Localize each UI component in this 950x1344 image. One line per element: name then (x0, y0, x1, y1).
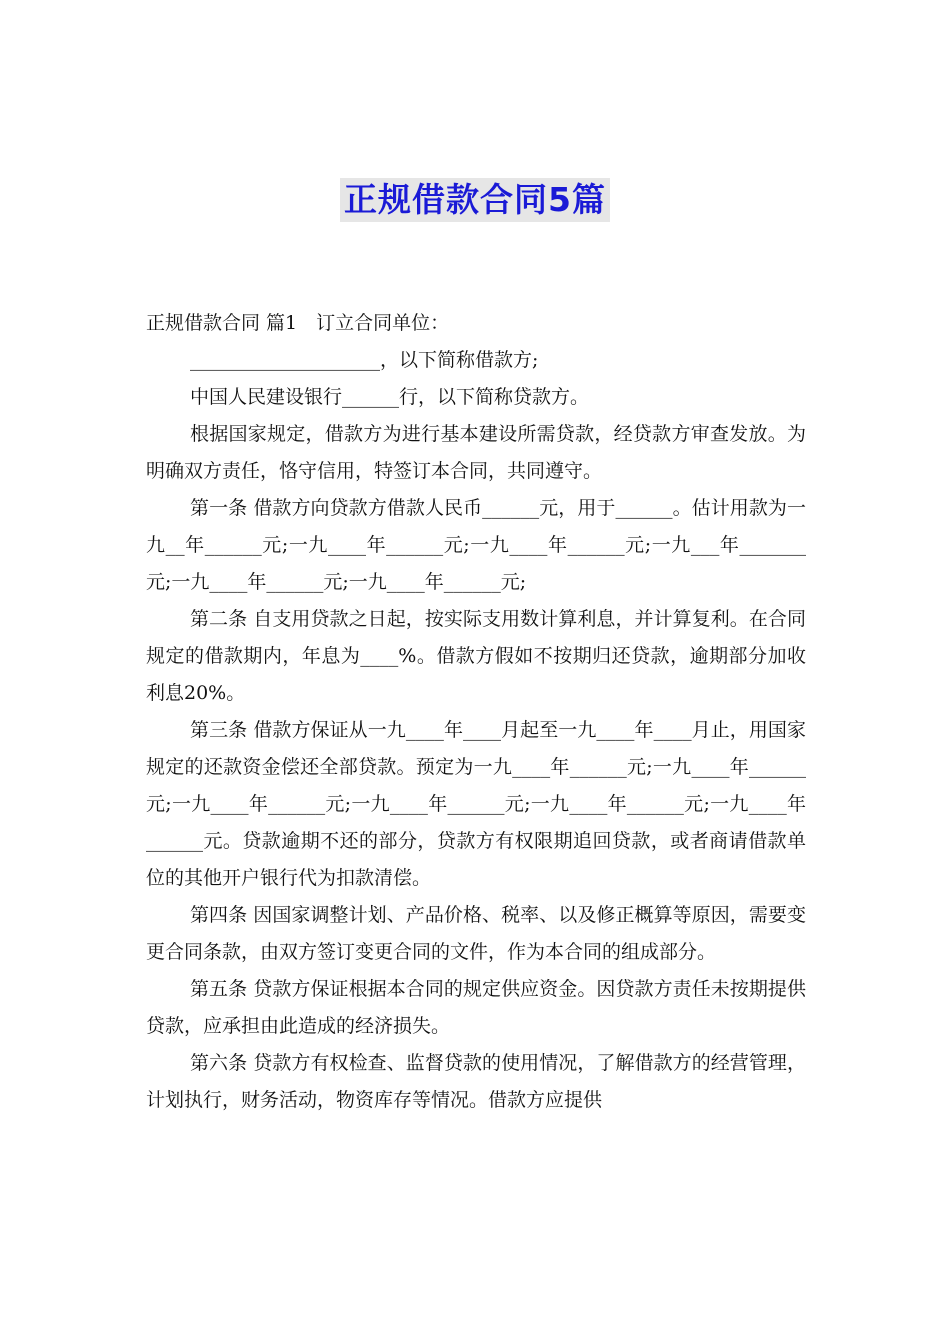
contract-heading-paragraph: 正规借款合同 篇1 订立合同单位： (146, 312, 450, 334)
document-title (0, 178, 950, 222)
article-5-paragraph: 第五条 贷款方保证根据本合同的规定供应资金。因贷款方责任未按期提供贷款，应承担由此造成的经济损失。 (146, 978, 806, 1037)
article-3-paragraph: 第三条 借款方保证从一九____年____月起至一九____年____月止，用国家规定的还款资金偿还全部贷款。预定为一九____年______元;一九____年______元;一九____年______元;一九____年______元;一九____年______元;一九____年______元。贷款逾期不还的部分，贷款方有权限期追回贷款，或者商请借款单位的其他开户银行代为扣款清偿。 (146, 719, 806, 889)
article-1-paragraph: 第一条 借款方向贷款方借款人民币______元，用于______。估计用款为一九__年______元;一九____年______元;一九____年______元;一九___年_______元;一九____年______元;一九____年______元; (146, 497, 806, 593)
article-2-paragraph: 第二条 自支用贷款之日起，按实际支用数计算利息，并计算复利。在合同规定的借款期内，年息为____%。借款方假如不按期归还贷款，逾期部分加收利息20%。 (146, 608, 806, 704)
document-title-text: 正规借款合同5篇 (340, 178, 610, 222)
article-6-paragraph: 第六条 贷款方有权检查、监督贷款的使用情况，了解借款方的经营管理，计划执行，财务活动，物资库存等情况。借款方应提供 (146, 1052, 806, 1111)
article-4-paragraph: 第四条 因国家调整计划、产品价格、税率、以及修正概算等原因，需要变更合同条款，由双方签订变更合同的文件，作为本合同的组成部分。 (146, 904, 806, 963)
lender-line: 中国人民建设银行______行，以下简称贷款方。 (190, 386, 590, 408)
document-body (146, 305, 806, 1119)
preamble-paragraph: 根据国家规定，借款方为进行基本建设所需贷款，经贷款方审查发放。为明确双方责任，恪守信用，特签订本合同，共同遵守。 (146, 423, 806, 482)
borrower-line: ____________________，以下简称借款方; (190, 349, 539, 371)
